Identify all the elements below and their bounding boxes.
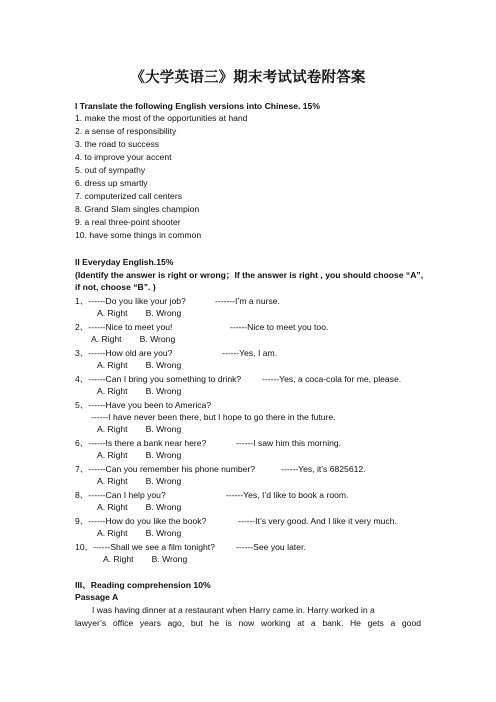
- dialogue-question: 7、------Can you remember his phone number?: [75, 464, 256, 474]
- dialogue-question: 6、------Is there a bank near here?: [75, 438, 207, 448]
- dialogue-question: 3、------How old are you?: [75, 348, 173, 358]
- dialogue-response: ------Yes, I’d like to book a room.: [226, 490, 349, 500]
- dialogue-options: [97, 360, 181, 371]
- dialogue-question: 9、------How do you like the book?: [75, 516, 207, 526]
- section-2-heading: II Everyday English.15%: [75, 257, 174, 267]
- option-a: A. Right: [91, 334, 122, 344]
- option-a: A. Right: [97, 502, 128, 512]
- translate-item: 9. a real three-point shooter: [75, 217, 181, 227]
- option-a: A. Right: [97, 424, 128, 434]
- dialogue-options: [97, 450, 181, 461]
- translate-item: 1. make the most of the opportunities at hand: [75, 113, 248, 123]
- dialogue-options: [103, 554, 187, 565]
- passage-text: I was having dinner at a restaurant when Harry came in. Harry worked in a: [92, 605, 375, 615]
- dialogue-question: 2、------Nice to meet you!: [75, 322, 173, 332]
- section-1-heading: I Translate the following English versions into Chinese. 15%: [75, 101, 320, 111]
- option-b: B. Wrong: [145, 528, 182, 538]
- option-b: B. Wrong: [145, 424, 182, 434]
- dialogue-question: 8、------Can I help you?: [75, 490, 166, 500]
- dialogue-options: [97, 502, 181, 513]
- translate-item: 6. dress up smartly: [75, 178, 148, 188]
- dialogue-response: ------Yes, it’s 6825612.: [281, 464, 366, 474]
- dialogue-response: ------I saw him this morning.: [236, 438, 342, 448]
- dialogue-question: 1、------Do you like your job?: [75, 296, 186, 306]
- dialogue-options: [97, 528, 181, 539]
- option-b: B. Wrong: [145, 450, 182, 460]
- option-a: A. Right: [103, 554, 134, 564]
- dialogue-question: 5、------Have you been to America?: [75, 400, 212, 410]
- dialogue-question: 10、------Shall we see a film tonight?: [75, 542, 215, 552]
- translate-item: 8. Grand Slam singles champion: [75, 204, 200, 214]
- passage-text: lawyer’s office years ago, but he is now working at a bank. He gets a good: [75, 618, 421, 628]
- option-a: A. Right: [97, 386, 128, 396]
- dialogue-options: [97, 386, 181, 397]
- section-2-instruction: if not, choose “B”. ): [75, 282, 156, 292]
- translate-item: 5. out of sympathy: [75, 165, 146, 175]
- translate-item: 3. the road to success: [75, 139, 160, 149]
- option-b: B. Wrong: [145, 308, 182, 318]
- option-b: B. Wrong: [139, 334, 176, 344]
- option-b: B. Wrong: [145, 386, 182, 396]
- dialogue-response: ------Nice to meet you too.: [230, 322, 329, 332]
- dialogue-options: [97, 476, 181, 487]
- translate-item: 10. have some things in common: [75, 230, 202, 240]
- option-b: B. Wrong: [145, 502, 182, 512]
- dialogue-response: ------It’s very good. And I like it very much.: [238, 516, 397, 526]
- dialogue-response: ------I have never been there, but I hope to go there in the future.: [91, 412, 336, 422]
- passage-label: Passage A: [75, 592, 119, 602]
- dialogue-question: 4、------Can I bring you something to drink?: [75, 374, 242, 384]
- dialogue-options: [97, 308, 181, 319]
- option-a: A. Right: [97, 528, 128, 538]
- dialogue-options: [97, 424, 181, 435]
- option-b: B. Wrong: [145, 476, 182, 486]
- dialogue-response: ------See you later.: [236, 542, 306, 552]
- option-b: B. Wrong: [145, 360, 182, 370]
- option-a: A. Right: [97, 360, 128, 370]
- option-a: A. Right: [97, 450, 128, 460]
- translate-item: 7. computerized call centers: [75, 191, 182, 201]
- option-a: A. Right: [97, 308, 128, 318]
- dialogue-response: -------I’m a nurse.: [215, 296, 280, 306]
- option-b: B. Wrong: [151, 554, 188, 564]
- dialogue-options: [91, 334, 175, 345]
- translate-item: 2. a sense of responsibility: [75, 126, 177, 136]
- section-3-heading: III、Reading comprehension 10%: [75, 580, 211, 590]
- section-2-instruction: (Identify the answer is right or wrong；If the answer is right , you should choose “A”,: [75, 270, 424, 280]
- dialogue-response: ------Yes, I am.: [222, 348, 278, 358]
- translate-item: 4. to improve your accent: [75, 152, 172, 162]
- document-title: 《大学英语三》期末考试试卷附答案: [130, 70, 366, 86]
- option-a: A. Right: [97, 476, 128, 486]
- dialogue-response: ------Yes, a coca-cola for me, please.: [262, 374, 402, 384]
